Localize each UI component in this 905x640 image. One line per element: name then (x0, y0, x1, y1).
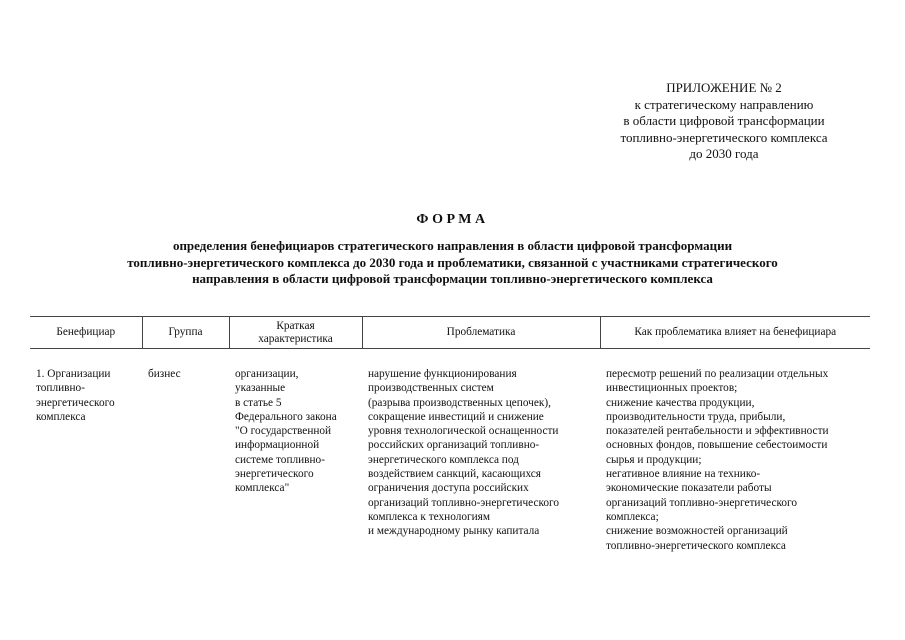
appendix-number: ПРИЛОЖЕНИЕ № 2 (666, 80, 782, 95)
column-header-problems: Проблематика (362, 317, 600, 349)
column-header-characteristic: Краткая характеристика (229, 317, 362, 349)
form-subtitle (40, 238, 865, 288)
appendix-line: в области цифровой трансформации (623, 113, 825, 129)
appendix-header (586, 80, 862, 163)
appendix-line: к стратегическому направлению (634, 96, 814, 112)
form-subtitle-line: топливно-энергетического комплекса до 2030 года и проблематики, связанной с участниками стратегического (127, 254, 778, 270)
cell-group: бизнес (148, 368, 181, 380)
appendix-line: до 2030 года (689, 146, 759, 162)
table-row (30, 349, 870, 553)
cell-characteristic: организации, указанные в статье 5 Федерального закона "О государственной информационной системе топливно- энергетического комплекса" (235, 368, 337, 495)
cell-problems: нарушение функционирования производственных систем (разрыва производственных цепочек), сокращение инвестиций и снижение уровня технологической оснащенности российских организаций топливно- энергетического комплекса под воздействием санкций, касающихся ограничения доступа российских организаций топливно-энергетического комплекса к технологиям и международному рынку капитала (368, 368, 560, 538)
form-subtitle-line: направления в области цифровой трансформации топливно-энергетического комплекса (192, 271, 713, 286)
column-header-impact: Как проблематика влияет на бенефициара (600, 317, 870, 349)
cell-impact: пересмотр решений по реализации отдельных инвестиционных проектов; снижение качества продукции, производительности труда, прибыли, показателей рентабельности и эффективности основных фондов, повышение себестоимости сырья и продукции; негативное влияние на технико- экономические показатели работы организаций топливно-энергетического комплекса; снижение возможностей организаций топливно-энергетического комплекса (606, 368, 829, 552)
column-header-group: Группа (142, 317, 229, 349)
beneficiaries-table (30, 316, 870, 553)
form-title: ФОРМА (416, 212, 489, 227)
form-subtitle-line: определения бенефициаров стратегического направления в области цифровой трансформации (172, 238, 733, 253)
table-header-row (30, 317, 870, 349)
column-header-beneficiary: Бенефициар (30, 317, 142, 349)
cell-beneficiary: 1. Организации топливно- энергетического комплекса (36, 368, 115, 423)
appendix-line: топливно-энергетического комплекса (620, 129, 828, 145)
